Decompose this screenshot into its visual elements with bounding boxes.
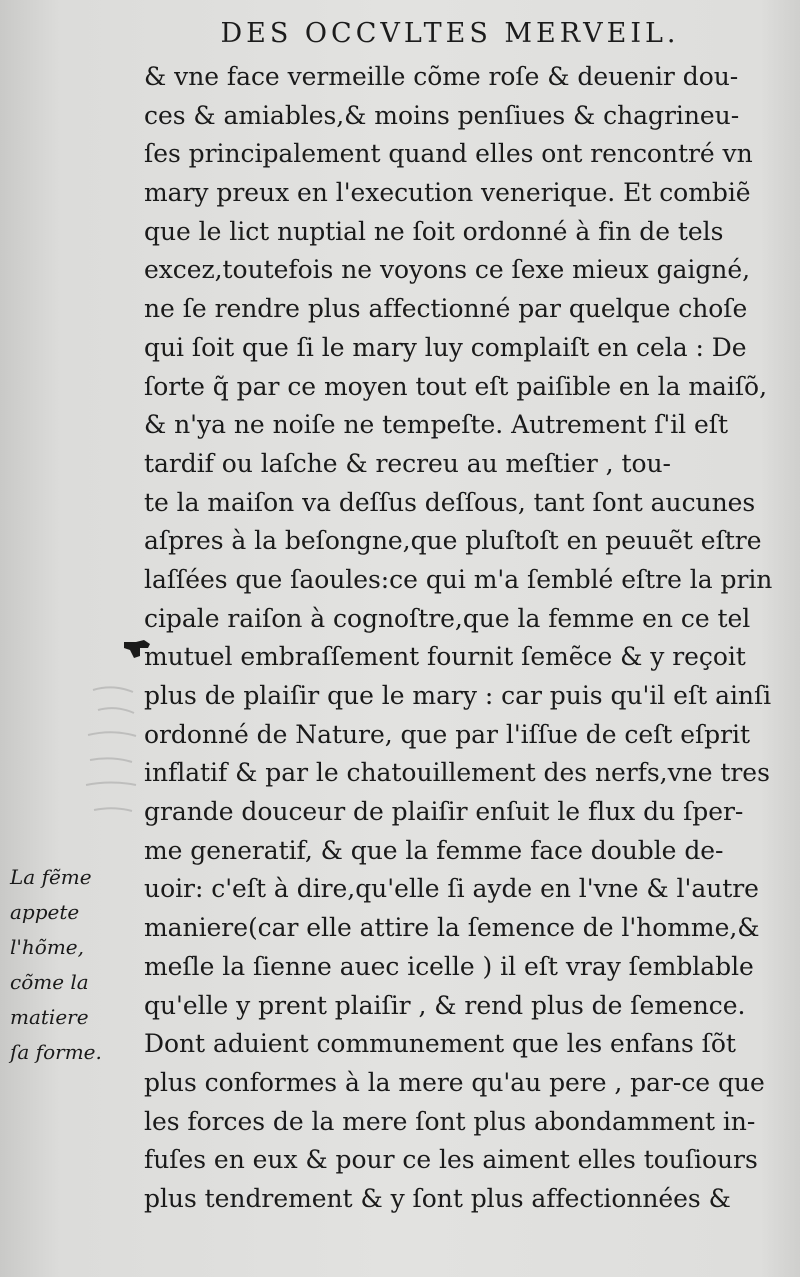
text-line: ces & amiables,& moins penſiues & chagrineu- bbox=[144, 100, 740, 130]
text-line: mary preux en l'execution venerique. Et combiẽ bbox=[144, 178, 751, 208]
text-line: qu'elle y prent plaiſir , & rend plus de ſemence. bbox=[144, 990, 746, 1020]
body-text bbox=[144, 58, 794, 1219]
text-line: qui ſoit que ſi le mary luy complaiſt en cela : De bbox=[144, 332, 747, 362]
text-line: ne ſe rendre plus affectionné par quelque choſe bbox=[144, 294, 748, 324]
text-line: plus tendrement & y ſont plus affectionnées & bbox=[144, 1183, 731, 1213]
margin-note-line: appete bbox=[10, 900, 80, 924]
text-line: aſpres à la beſongne,que pluſtoſt en peuuẽt eſtre bbox=[144, 526, 762, 556]
text-line: me generatif, & que la femme face double de- bbox=[144, 835, 724, 865]
text-line: plus de plaiſir que le mary : car puis qu'il eſt ainſi bbox=[144, 681, 772, 710]
margin-note-line: La fẽme bbox=[10, 865, 92, 889]
bleed-through-shadow bbox=[28, 680, 148, 880]
text-line: que le lict nuptial ne ſoit ordonné à fin de tels bbox=[144, 216, 724, 246]
text-line: inflatif & par le chatouillement des nerfs,vne tres bbox=[144, 758, 770, 788]
text-line: fuſes en eux & pour ce les aiment elles touſiours bbox=[144, 1145, 758, 1175]
text-line: plus conformes à la mere qu'au pere , par-ce que bbox=[144, 1067, 765, 1097]
text-line: les forces de la mere ſont plus abondamment in- bbox=[144, 1106, 756, 1136]
text-line: ſorte q̃ par ce moyen tout eſt paiſible en la maiſõ, bbox=[144, 371, 767, 401]
text-line: ſes principalement quand elles ont rencontré vn bbox=[144, 139, 753, 169]
text-line: tardif ou laſche & recreu au meſtier , tou- bbox=[144, 448, 671, 478]
text-line: & vne face vermeille cõme roſe & deuenir dou- bbox=[144, 62, 739, 91]
margin-note-line: l'hõme, bbox=[10, 935, 84, 959]
text-line: & n'ya ne noiſe ne tempeſte. Autrement ſ'il eſt bbox=[144, 410, 729, 440]
text-line: meſle la ſienne auec icelle ) il eſt vray ſemblable bbox=[144, 951, 754, 981]
text-line: Dont aduient communement que les enfans ſõt bbox=[144, 1029, 736, 1059]
text-line: te la maiſon va deſſus deſſous, tant ſont aucunes bbox=[144, 487, 756, 517]
text-line: uoir: c'eſt à dire,qu'elle ſi ayde en l'vne & l'autre bbox=[144, 874, 759, 904]
text-line: laſſées que ſaoules:ce qui m'a ſemblé eſtre la prin bbox=[144, 564, 773, 594]
text-line: mutuel embraſſement fournit ſemẽce & y reçoit bbox=[144, 642, 746, 672]
margin-note-line: matiere bbox=[10, 1005, 89, 1029]
text-line: maniere(car elle attire la ſemence de l'homme,& bbox=[144, 913, 760, 943]
running-head: DES OCCVLTES MERVEIL. bbox=[220, 18, 680, 49]
marginal-note bbox=[10, 860, 138, 1070]
text-line: cipale raiſon à cognoſtre,que la femme en ce tel bbox=[144, 603, 751, 633]
margin-note-line: ſa forme. bbox=[10, 1040, 102, 1064]
text-line: ordonné de Nature, que par l'iſſue de ceſt eſprit bbox=[144, 719, 751, 749]
text-line: excez,toutefois ne voyons ce ſexe mieux gaigné, bbox=[144, 255, 751, 285]
text-line: grande douceur de plaiſir enſuit le flux du ſper- bbox=[144, 797, 744, 827]
margin-note-line: cõme la bbox=[10, 970, 89, 994]
